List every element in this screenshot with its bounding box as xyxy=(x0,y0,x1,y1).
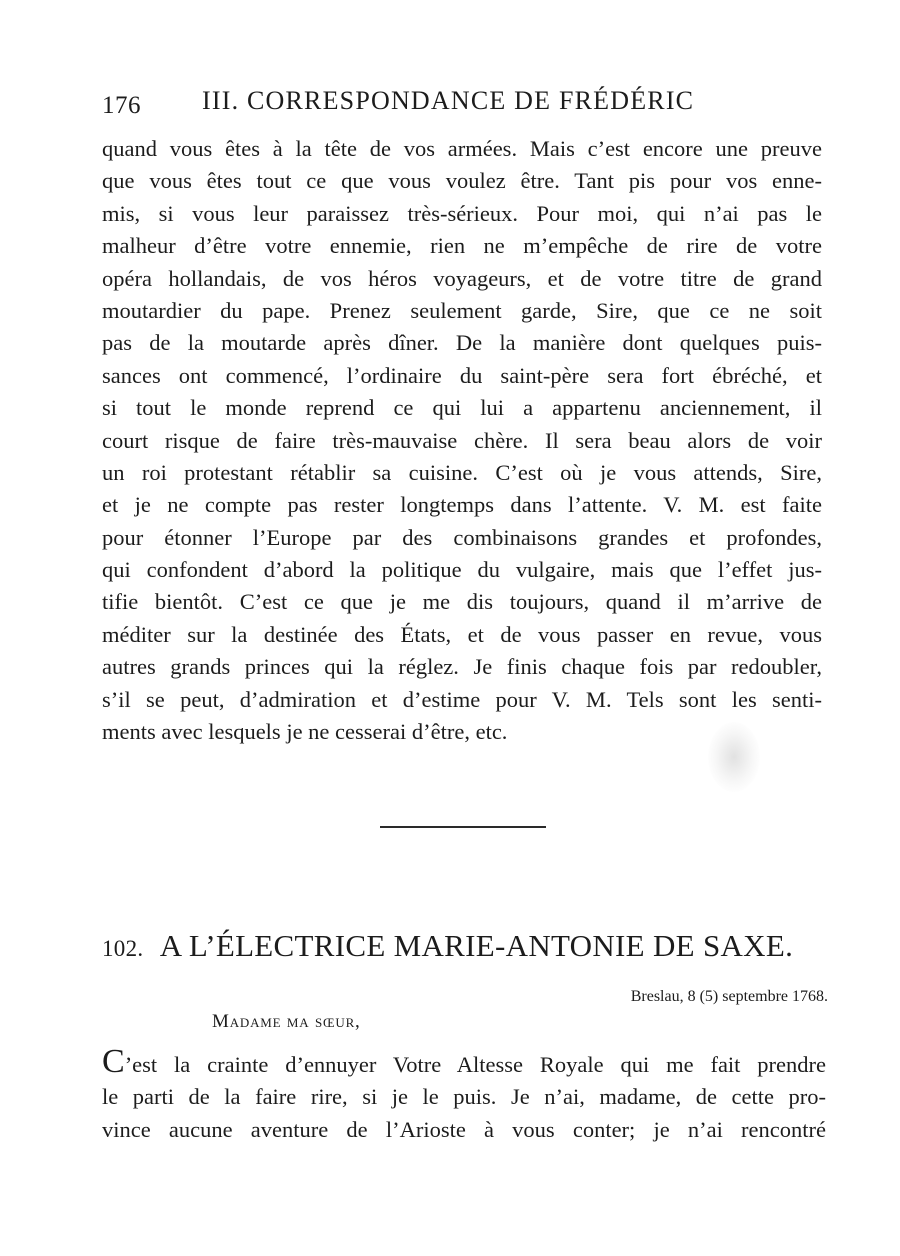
text-line: mis, si vous leur paraissez très-sérieux. Pour moi, qui n’ai pas le xyxy=(102,200,822,226)
text-line: et je ne compte pas rester longtemps dans l’attente. V. M. est faite xyxy=(102,492,822,518)
text-line: si tout le monde reprend ce qui lui a appartenu anciennement, il xyxy=(102,395,822,421)
letter-102-body xyxy=(102,1043,826,1146)
running-head xyxy=(102,86,832,122)
letter-title: A L’ÉLECTRICE MARIE-ANTONIE DE SAXE. xyxy=(159,928,794,963)
text-line: autres grands princes qui la réglez. Je finis chaque fois par redoubler, xyxy=(102,654,822,680)
text-line: méditer sur la destinée des États, et de vous passer en revue, vous xyxy=(102,621,822,647)
text-line: vince aucune aventure de l’Arioste à vous conter; je n’ai rencontré xyxy=(102,1116,826,1142)
text-line-content: ’est la crainte d’ennuyer Votre Altesse Royale qui me fait prendre xyxy=(124,1052,826,1077)
text-line-first xyxy=(102,1043,826,1081)
text-line: que vous êtes tout ce que vous voulez être. Tant pis pour vos enne- xyxy=(102,168,822,194)
letter-heading xyxy=(102,928,830,964)
text-line: court risque de faire très-mauvaise chère. Il sera beau alors de voir xyxy=(102,427,822,453)
text-line: s’il se peut, d’admiration et d’estime pour V. M. Tels sont les senti- xyxy=(102,686,822,712)
text-line: le parti de la faire rire, si je le puis. Je n’ai, madame, de cette pro- xyxy=(102,1084,826,1110)
text-line: qui confondent d’abord la politique du vulgaire, mais que l’effet jus- xyxy=(102,557,822,583)
scan-artifact xyxy=(708,722,760,792)
text-line: sances ont commencé, l’ordinaire du saint-père sera fort ébréché, et xyxy=(102,362,822,388)
text-line-last: ments avec lesquels je ne cesserai d’être, etc. xyxy=(102,719,508,745)
text-line: pas de la moutarde après dîner. De la manière dont quelques puis- xyxy=(102,330,822,356)
text-line: pour étonner l’Europe par des combinaisons grandes et profondes, xyxy=(102,524,822,550)
letter-101-conclusion xyxy=(102,133,822,748)
running-head-title: III. CORRESPONDANCE DE FRÉDÉRIC xyxy=(202,86,695,115)
drop-cap: C xyxy=(102,1043,125,1080)
letter-number: 102. xyxy=(102,936,144,961)
page-number: 176 xyxy=(102,92,141,119)
text-line: opéra hollandais, de vos héros voyageurs, et de votre titre de grand xyxy=(102,265,822,291)
text-line: quand vous êtes à la tête de vos armées. Mais c’est encore une preuve xyxy=(102,136,822,161)
text-line: moutardier du pape. Prenez seulement garde, Sire, que ce ne soit xyxy=(102,297,822,323)
letter-salutation: Madame ma sœur, xyxy=(212,1011,361,1032)
text-line: tifie bientôt. C’est ce que je me dis toujours, quand il m’arrive de xyxy=(102,589,822,615)
letter-dateline: Breslau, 8 (5) septembre 1768. xyxy=(630,988,828,1005)
section-divider-rule xyxy=(380,826,546,828)
text-line: un roi protestant rétablir sa cuisine. C’est où je vous attends, Sire, xyxy=(102,459,822,485)
text-line: malheur d’être votre ennemie, rien ne m’empêche de rire de votre xyxy=(102,233,822,259)
